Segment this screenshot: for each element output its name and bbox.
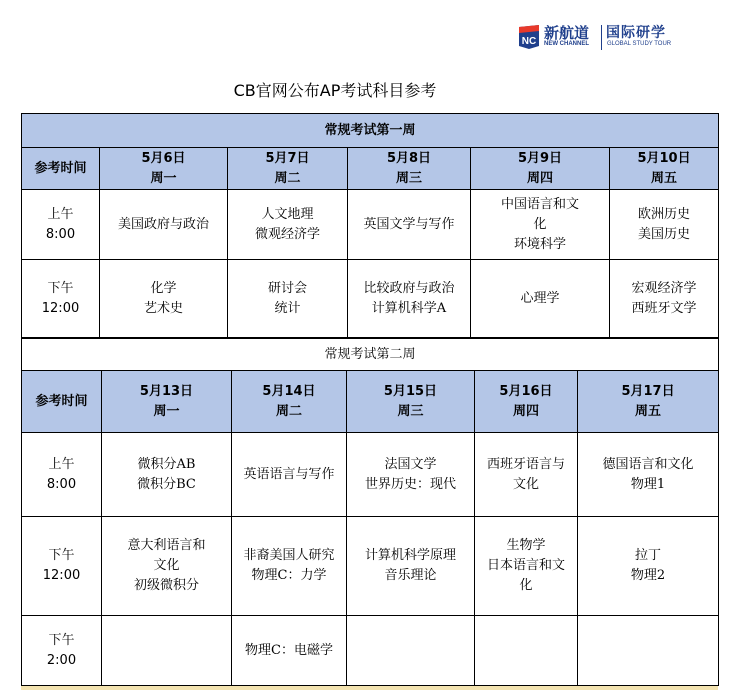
week1-table [21, 113, 719, 338]
exam-cell: 欧洲历史 美国历史 [610, 190, 719, 260]
exam-cell: 中国语言和文 化 环境科学 [471, 190, 610, 260]
exam-cell: 微积分AB 微积分BC [102, 433, 232, 517]
table-row [22, 517, 719, 616]
week1-header-row [22, 148, 719, 190]
day-header: 5月6日 周一 [100, 148, 228, 190]
exam-cell: 拉丁 物理2 [578, 517, 719, 616]
table-row [22, 433, 719, 517]
exam-cell: 心理学 [471, 260, 610, 338]
svg-text:NC: NC [521, 36, 537, 47]
time-cell: 下午 12:00 [22, 260, 100, 338]
exam-cell: 意大利语言和 文化 初级微积分 [102, 517, 232, 616]
exam-cell [102, 616, 232, 686]
day-header: 5月9日 周四 [471, 148, 610, 190]
time-cell: 下午 2:00 [22, 616, 102, 686]
brand-logo [517, 22, 717, 54]
time-cell: 上午 8:00 [22, 433, 102, 517]
exam-cell: 化学 艺术史 [100, 260, 228, 338]
page-title: CB官网公布AP考试科目参考 [233, 81, 437, 100]
logo-mark-icon [517, 24, 541, 50]
bottom-decoration [21, 686, 718, 690]
exam-cell: 西班牙语言与 文化 [475, 433, 578, 517]
week2-table [21, 338, 719, 686]
exam-cell: 生物学 日本语言和文 化 [475, 517, 578, 616]
table-row [22, 190, 719, 260]
exam-cell: 宏观经济学 西班牙文学 [610, 260, 719, 338]
day-header: 5月16日 周四 [475, 371, 578, 433]
time-cell: 上午 8:00 [22, 190, 100, 260]
table-row [22, 260, 719, 338]
day-header: 5月17日 周五 [578, 371, 719, 433]
logo-en-text: NEW CHANNEL [544, 41, 589, 47]
logo-divider [601, 25, 602, 50]
time-label: 参考时间 [22, 148, 100, 190]
exam-cell: 比较政府与政治 计算机科学A [348, 260, 471, 338]
exam-cell: 法国文学 世界历史：现代 [347, 433, 475, 517]
day-header: 5月8日 周三 [348, 148, 471, 190]
exam-cell: 非裔美国人研究 物理C：力学 [232, 517, 347, 616]
day-header: 5月10日 周五 [610, 148, 719, 190]
exam-cell: 研讨会 统计 [228, 260, 348, 338]
week2-title: 常规考试第二周 [22, 339, 719, 371]
exam-cell: 人文地理 微观经济学 [228, 190, 348, 260]
logo-cn2-text: 国际研学 [606, 25, 666, 41]
table-row [22, 616, 719, 686]
time-cell: 下午 12:00 [22, 517, 102, 616]
day-header: 5月13日 周一 [102, 371, 232, 433]
exam-cell [475, 616, 578, 686]
week1-title: 常规考试第一周 [22, 114, 719, 148]
exam-cell: 德国语言和文化 物理1 [578, 433, 719, 517]
week2-header-row [22, 371, 719, 433]
time-label: 参考时间 [22, 371, 102, 433]
exam-cell [578, 616, 719, 686]
day-header: 5月7日 周二 [228, 148, 348, 190]
exam-cell: 英语语言与写作 [232, 433, 347, 517]
exam-cell: 物理C：电磁学 [232, 616, 347, 686]
exam-cell: 英国文学与写作 [348, 190, 471, 260]
day-header: 5月15日 周三 [347, 371, 475, 433]
exam-cell: 美国政府与政治 [100, 190, 228, 260]
logo-cn-text: 新航道 [544, 24, 590, 42]
exam-cell [347, 616, 475, 686]
logo-en2-text: GLOBAL STUDY TOUR [607, 41, 672, 47]
exam-cell: 计算机科学原理 音乐理论 [347, 517, 475, 616]
day-header: 5月14日 周二 [232, 371, 347, 433]
